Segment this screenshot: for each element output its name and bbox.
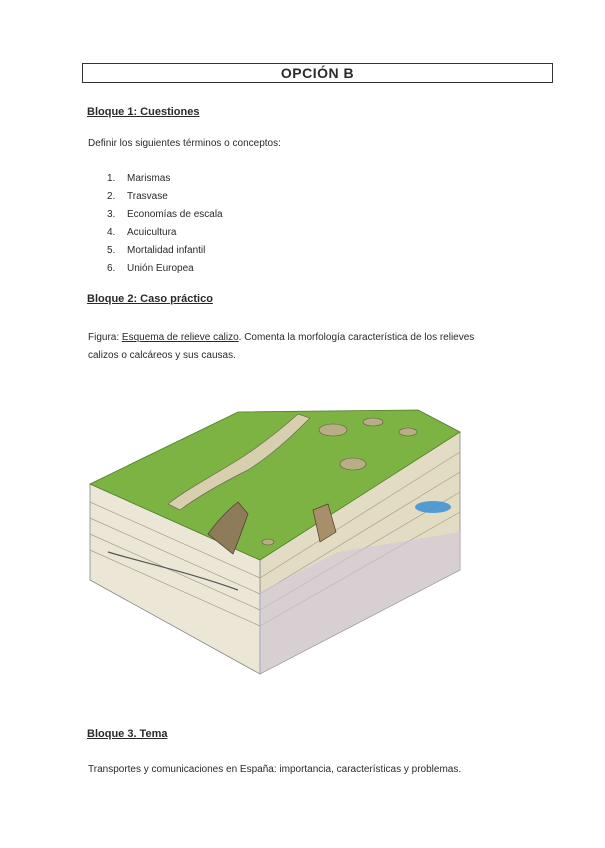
list-item: 6. Unión Europea	[107, 263, 194, 274]
list-item: 5. Mortalidad infantil	[107, 245, 206, 256]
underground-lake	[415, 501, 451, 513]
option-title-text: OPCIÓN B	[280, 65, 355, 81]
bloque3-text: Transportes y comunicaciones en España: importancia, características y problemas.	[88, 764, 462, 775]
bloque2-heading: Bloque 2: Caso práctico	[87, 293, 213, 305]
bloque1-heading: Bloque 1: Cuestiones	[87, 106, 200, 118]
list-item: 4. Acuicultura	[107, 227, 177, 238]
doline	[363, 418, 383, 426]
doline	[319, 424, 347, 436]
karst-relief-diagram	[88, 392, 528, 682]
list-item: 1. Marismas	[107, 173, 171, 184]
option-title	[82, 63, 553, 83]
list-item: 2. Trasvase	[107, 191, 168, 202]
doline	[262, 539, 274, 545]
bloque2-figure-caption: Figura: Esquema de relieve calizo. Comenta la morfología característica de los relieves	[88, 332, 475, 343]
bloque3-heading: Bloque 3. Tema	[87, 728, 168, 740]
doline	[399, 428, 417, 436]
list-item: 3. Economías de escala	[107, 209, 223, 220]
bloque2-caption-line2: calizos o calcáreos y sus causas.	[88, 350, 236, 361]
terms-list	[107, 172, 223, 280]
figure-title: Esquema de relieve calizo	[121, 332, 239, 343]
doline	[340, 458, 366, 470]
bloque1-intro: Definir los siguientes términos o conceptos:	[88, 138, 281, 149]
